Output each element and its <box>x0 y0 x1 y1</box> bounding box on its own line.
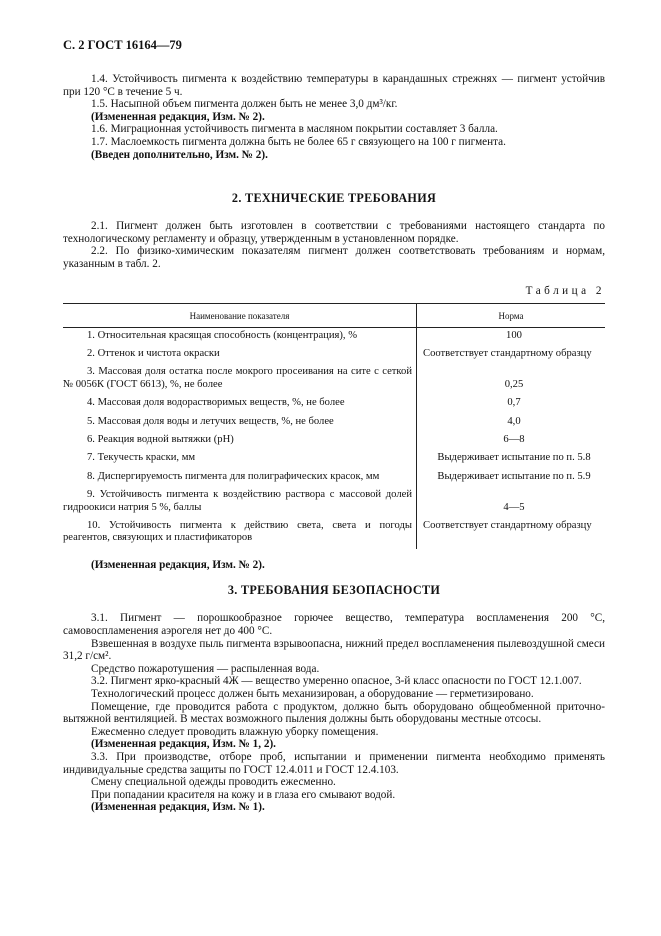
amendment-note: (Измененная редакция, Изм. № 1, 2). <box>91 738 276 751</box>
section-3-paragraph: Средство пожаротушения — распыленная вода. <box>91 662 320 675</box>
section-3-body <box>63 612 605 814</box>
intro-block <box>63 73 605 161</box>
table-row <box>63 346 605 364</box>
indicator-name-cell: 10. Устойчивость пигмента к действию света, света и погоды реагентов, связующих и пластификаторов <box>63 518 417 549</box>
table-row <box>63 395 605 413</box>
section-2-paragraph: 2.2. По физико-химическим показателям пигмент должен соответствовать требованиям и нормам, указанным в табл. 2. <box>63 245 605 270</box>
table-row <box>63 414 605 432</box>
section-3-paragraph: Взвешенная в воздухе пыль пигмента взрывоопасна, нижний предел воспламенения пылевоздушной смеси 31,2 г/см². <box>63 637 605 663</box>
column-header-norm: Норма <box>417 303 606 327</box>
table-amendment-note: (Измененная редакция, Изм. № 2). <box>91 558 265 571</box>
indicator-name-cell: 6. Реакция водной вытяжки (рН) <box>63 432 417 450</box>
section-3-paragraph: 3.2. Пигмент ярко-красный 4Ж — вещество умеренно опасное, 3-й класс опасности по ГОСТ 12.1.007. <box>91 675 582 688</box>
indicator-name-cell: 4. Массовая доля водорастворимых веществ, %, не более <box>63 395 417 413</box>
section-3-paragraph: При попадании красителя на кожу и в глаза его смывают водой. <box>91 788 396 801</box>
norm-value-cell: 0,7 <box>507 397 521 409</box>
amendment-note: (Измененная редакция, Изм. № 1). <box>91 801 265 814</box>
amendment-note: (Измененная редакция, Изм. № 2). <box>91 110 265 123</box>
indicator-name-cell: 2. Оттенок и чистота окраски <box>63 346 417 364</box>
table-body <box>63 327 605 549</box>
section-3-paragraph: Смену специальной одежды проводить ежесменно. <box>91 776 336 789</box>
indicator-name-cell: 7. Текучесть краски, мм <box>63 450 417 468</box>
indicator-name-cell: 9. Устойчивость пигмента к воздействию раствора с массовой долей гидроокиси натрия 5 %, баллы <box>63 487 417 518</box>
table-row <box>63 327 605 346</box>
intro-paragraph: 1.7. Маслоемкость пигмента должна быть не более 65 г связующего на 100 г пигмента. <box>91 135 506 148</box>
document-page <box>63 38 605 814</box>
indicator-name-cell: 3. Массовая доля остатка после мокрого просеивания на сите с сеткой № 0056К (ГОСТ 6613), %, не более <box>63 364 417 395</box>
section-3-paragraph: 3.3. При производстве, отборе проб, испытании и применении пигмента необходимо применять индивидуальные средства защиты по ГОСТ 12.4.011 и ГОСТ 12.4.103. <box>63 750 605 776</box>
table-row <box>63 432 605 450</box>
intro-paragraph: 1.5. Насыпной объем пигмента должен быть не менее 3,0 дм³/кг. <box>91 98 398 111</box>
norm-value-cell: 0,25 <box>504 378 524 390</box>
table-caption: Таблица 2 <box>525 284 605 297</box>
norm-value-cell: 6—8 <box>503 433 525 445</box>
indicator-name-cell: 5. Массовая доля воды и летучих веществ, %, не более <box>63 414 417 432</box>
amendment-note: (Введен дополнительно, Изм. № 2). <box>91 148 268 161</box>
section-3-paragraph: Ежесменно следует проводить влажную уборку помещения. <box>91 725 379 738</box>
table-row <box>63 487 605 518</box>
table-row <box>63 518 605 549</box>
table-row <box>63 469 605 487</box>
section-3-title: 3. ТРЕБОВАНИЯ БЕЗОПАСНОСТИ <box>227 583 441 598</box>
page-header: С. 2 ГОСТ 16164—79 <box>63 38 182 52</box>
norm-value-cell: 100 <box>506 329 522 341</box>
norm-value-cell: 4—5 <box>503 501 525 513</box>
table-row <box>63 450 605 468</box>
intro-paragraph: 1.4. Устойчивость пигмента к воздействию температуры в карандашных стрежнях — пигмент устойчив при 120 °С в течение 5 ч. <box>63 73 605 98</box>
norm-value-cell: Соответствует стандартному образцу <box>423 520 592 531</box>
requirements-table <box>63 303 605 549</box>
column-header-name: Наименование показателя <box>63 303 417 327</box>
norm-value-cell: Соответствует стандартному образцу <box>423 347 592 359</box>
section-3-paragraph: Технологический процесс должен быть механизирован, а оборудование — герметизировано. <box>91 687 534 700</box>
norm-value-cell: Выдерживает испытание по п. 5.8 <box>437 452 591 464</box>
table-row <box>63 364 605 395</box>
section-2-paragraph: 2.1. Пигмент должен быть изготовлен в соответствии с требованиями настоящего стандарта по технологическому регламенту и образцу, утвержденным в установленном порядке. <box>63 220 605 245</box>
norm-value-cell: 4,0 <box>507 415 521 427</box>
section-3-paragraph: 3.1. Пигмент — порошкообразное горючее вещество, температура воспламенения 200 °С, самовоспламенения аэрогеля нет до 400 °С. <box>63 612 605 637</box>
table-header-row <box>63 303 605 327</box>
section-2-title: 2. ТЕХНИЧЕСКИЕ ТРЕБОВАНИЯ <box>231 191 437 206</box>
indicator-name-cell: 1. Относительная красящая способность (концентрация), % <box>63 327 417 346</box>
indicator-name-cell: 8. Диспергируемость пигмента для полиграфических красок, мм <box>63 469 417 487</box>
intro-paragraph: 1.6. Миграционная устойчивость пигмента в масляном покрытии составляет 3 балла. <box>91 123 498 136</box>
norm-value-cell: Выдерживает испытание по п. 5.9 <box>437 470 591 482</box>
section-3-paragraph: Помещение, где проводится работа с продуктом, должно быть оборудовано общеобменной приточно-вытяжной вентиляцией. В местах возможного пыления должны быть оборудованы местные отсосы. <box>63 700 605 726</box>
